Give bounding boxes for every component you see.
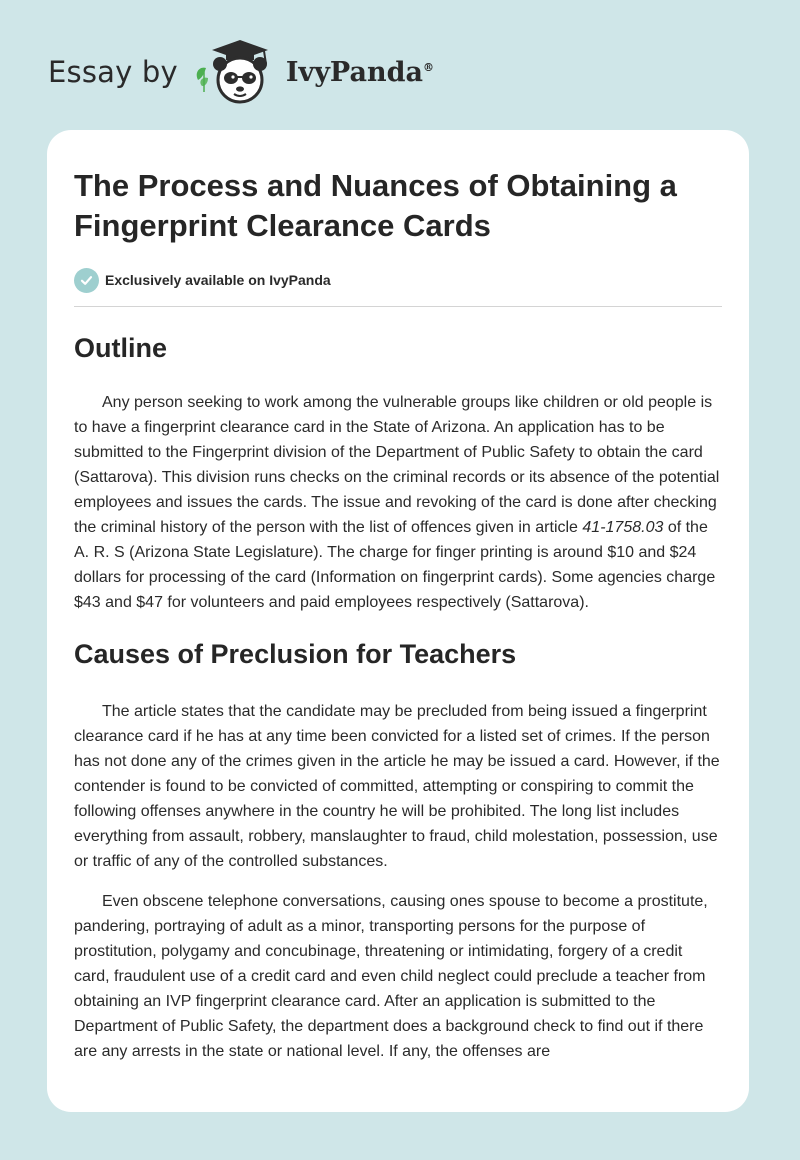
page-title: The Process and Nuances of Obtaining a Fingerprint Clearance Cards bbox=[74, 168, 677, 243]
panda-graduation-cap-icon bbox=[192, 36, 282, 108]
checkmark-icon bbox=[74, 268, 99, 293]
exclusive-badge bbox=[74, 266, 722, 294]
paragraph: The article states that the candidate may be precluded from being issued a fingerprint clearance card if he has at any time been convicted for a listed set of crimes. If the person has not done any of the crimes given in the article he may be issued a card. However, if the contender is found to be convicted of committed, attempting or conspiring to commit the following offenses anywhere in the country he will be prohibited. The long list includes everything from assault, robbery, manslaughter to fraud, child molestation, possession, use or traffic of any of the controlled substances. bbox=[74, 703, 720, 870]
title-divider bbox=[74, 306, 722, 307]
article-reference: 41-1758.03 bbox=[582, 519, 664, 536]
paragraph: Even obscene telephone conversations, causing ones spouse to become a prostitute, pandering, portraying of adult as a minor, transporting persons for the purpose of prostitution, polygamy and concubinage, threatening or intimidating, forgery of a credit card, fraudulent use of a credit card and even child neglect could preclude a teacher from obtaining an IVP fingerprint clearance card. After an application is submitted to the Department of Public Safety, the department does a background check to find out if there are any arrests in the state or national level. If any, the offenses are bbox=[74, 893, 708, 1060]
brand-name: IvyPanda® bbox=[285, 56, 434, 88]
paragraph: Any person seeking to work among the vulnerable groups like children or old people is to have a fingerprint clearance card in the State of Arizona. An application has to be submitted to the Fingerprint division of the Department of Public Safety to obtain the card (Sattarova). This division runs checks on the criminal records or its absence of the potential employees and issues the cards. The issue and revoking of the card is done after checking the criminal history of the person with the list of offences given in article 41-1758.03 of the A. R. S (Arizona State Legislature). The charge for finger printing is around $10 and $24 dollars for processing of the card (Information on fingerprint cards). Some agencies charge $43 and $47 for volunteers and paid employees respectively (Sattarova). bbox=[74, 394, 720, 611]
section-heading-outline: Outline bbox=[74, 333, 167, 363]
essay-card bbox=[47, 130, 749, 1112]
brand-prefix: Essay by bbox=[48, 55, 178, 89]
badge-label: Exclusively available on IvyPanda bbox=[105, 272, 331, 288]
section-heading-causes: Causes of Preclusion for Teachers bbox=[74, 639, 517, 669]
brand-header bbox=[48, 36, 434, 108]
